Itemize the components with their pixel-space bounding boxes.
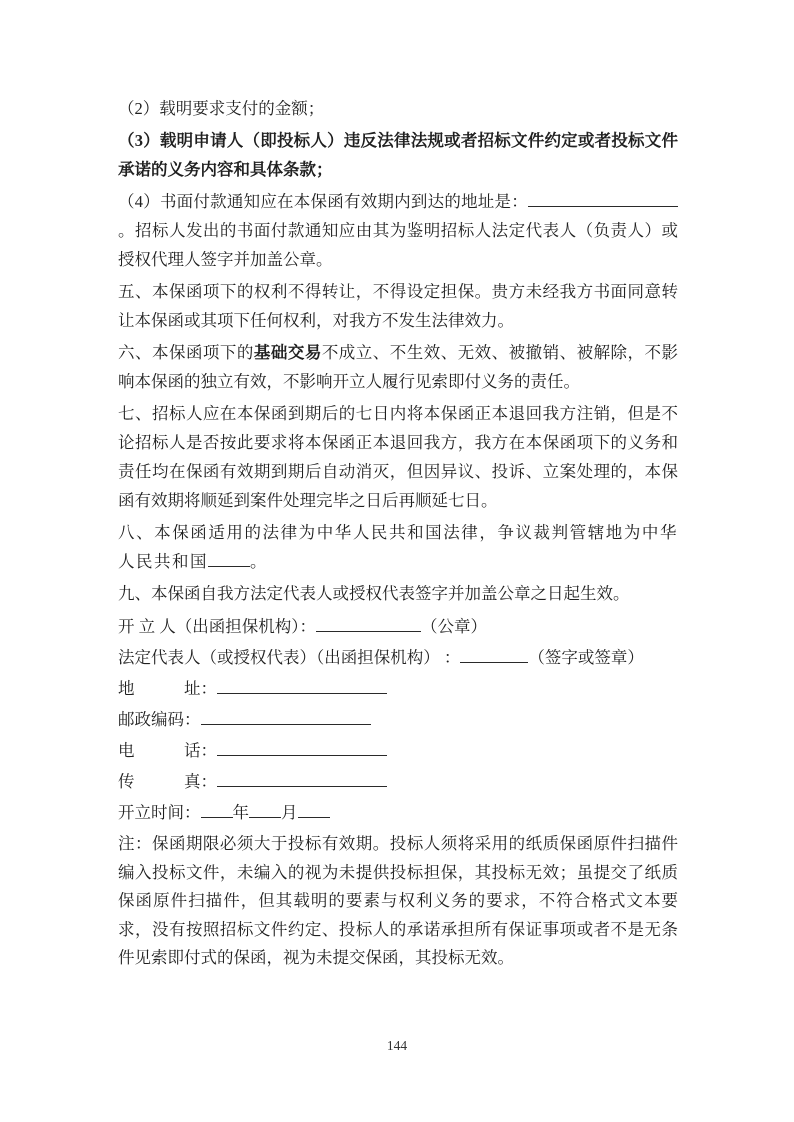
phone-blank-line — [217, 740, 387, 756]
page-number: 144 — [386, 1038, 408, 1053]
phone-label: 电 话： — [118, 741, 217, 760]
clause-6-bold-term: 基础交易 — [253, 343, 322, 362]
clause-9: 九、本保函自我方法定代表人或授权代表签字并加盖公章之日起生效。 — [118, 584, 630, 603]
fax-label: 传 真： — [118, 772, 217, 791]
issue-date-line — [118, 797, 678, 828]
legal-rep-label: 法定代表人（或授权代表）（出函担保机构） ： — [118, 648, 461, 667]
clause-6-text: 六、本保函项下的 — [118, 343, 254, 362]
fax-line — [118, 766, 678, 797]
address-label: 地 址： — [118, 679, 217, 698]
issuer-seal-label: （公章） — [421, 617, 487, 636]
issuer-line — [118, 611, 678, 642]
postal-code-label: 邮政编码： — [118, 710, 201, 729]
phone-line — [118, 735, 678, 766]
document-body — [118, 94, 678, 973]
legal-rep-seal-label: （签字或签章） — [528, 648, 644, 667]
clause-5: 五、本保函项下的权利不得转让，不得设定担保。贵方未经我方书面同意转让本保函或其项下任何权利，对我方不发生法律效力。 — [118, 282, 678, 330]
clause-6 — [118, 338, 678, 396]
issuer-label: 开 立 人（出函担保机构）： — [118, 617, 316, 636]
notice-address-blank-line — [528, 191, 678, 207]
address-line — [118, 673, 678, 704]
month-label: 月 — [281, 803, 298, 822]
legal-rep-line — [118, 642, 678, 673]
clause-2: （2）载明要求支付的金额； — [118, 99, 325, 118]
clause-4-text-continued: 。招标人发出的书面付款通知应由其为鉴明招标人法定代表人（负责人）或授权代理人签字并加盖公章。 — [118, 221, 678, 269]
clause-7: 七、招标人应在本保函到期后的七日内将本保函正本退回我方注销，但是不论招标人是否按此要求将本保函正本退回我方，我方在本保函项下的义务和责任均在保函有效期到期后自动消灭，但因异议、投诉、立案处理的，本保函有效期将顺延到案件处理完毕之日后再顺延七日。 — [118, 404, 678, 510]
postal-code-blank-line — [201, 709, 371, 725]
footnote: 注：保函期限必须大于投标有效期。投标人须将采用的纸质保函原件扫描件编入投标文件，未编入的视为未提供投标担保，其投标无效；虽提交了纸质保函原件扫描件，但其载明的要素与权利义务的要求，不符合格式文本要求，没有按照招标文件约定、投标人的承诺承担所有保证事项或者不是无条件见索即付式的保函，视为未提交保函，其投标无效。 — [118, 834, 678, 967]
fax-blank-line — [217, 771, 387, 787]
day-blank-line — [298, 802, 330, 818]
clause-6-text-continued: 不成立、不生效、无效、被撤销、被解除，不影响本保函的独立有效，不影响开立人履行见索即付义务的责任。 — [118, 343, 678, 391]
issue-date-label: 开立时间： — [118, 803, 201, 822]
clause-3: （3）载明申请人（即投标人）违反法律法规或者招标文件约定或者投标文件承诺的义务内容和具体条款； — [118, 131, 678, 179]
address-blank-line — [217, 678, 387, 694]
year-blank-line — [201, 802, 233, 818]
clause-8-text: 八、本保函适用的法律为中华人民共和国法律，争议裁判管辖地为中华人民共和国 — [118, 523, 678, 571]
clause-8-text-continued: 。 — [250, 552, 268, 571]
jurisdiction-blank-line — [208, 551, 250, 567]
legal-rep-blank-line — [460, 647, 528, 663]
clause-8 — [118, 518, 678, 576]
issuer-blank-line — [316, 616, 421, 632]
clause-4-text: （4）书面付款通知应在本保函有效期内到达的地址是： — [118, 192, 528, 211]
clause-4 — [118, 187, 678, 274]
year-label: 年 — [232, 803, 249, 822]
month-blank-line — [249, 802, 281, 818]
postal-code-line — [118, 704, 678, 735]
